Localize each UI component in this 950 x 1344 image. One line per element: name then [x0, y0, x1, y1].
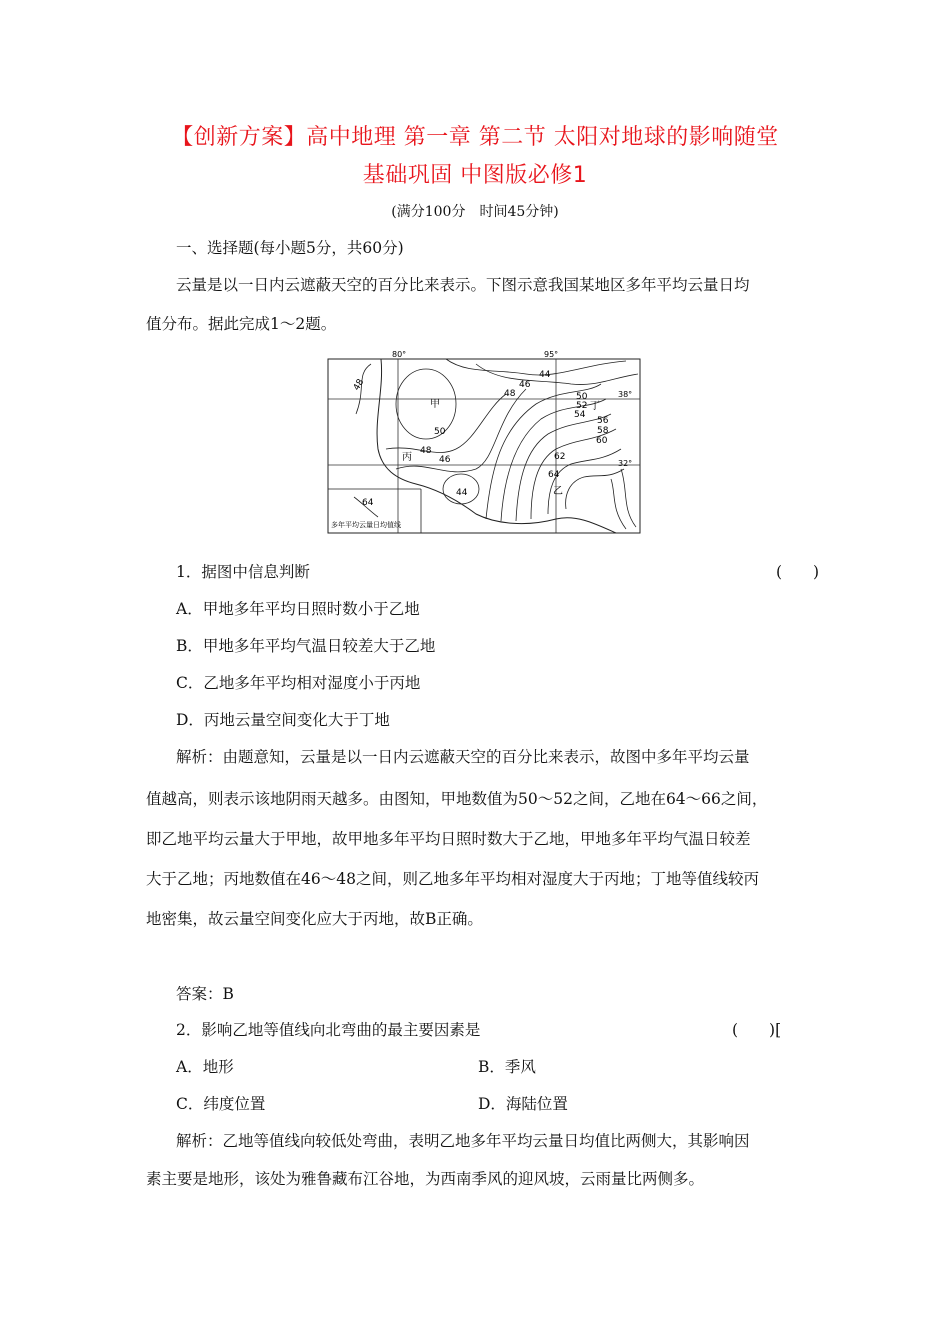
place-yi: 乙 [553, 486, 563, 497]
contour-label: 46 [519, 380, 531, 390]
q1-option-a: A．甲地多年平均日照时数小于乙地 [176, 600, 420, 618]
q1-answer-bracket: ( ) [776, 563, 820, 581]
q1-option-c: C．乙地多年平均相对湿度小于丙地 [176, 674, 421, 692]
legend-value: 64 [362, 498, 374, 508]
q2-analysis-line-1: 解析：乙地等值线向较低处弯曲，表明乙地多年平均云量日均值比两侧大，其影响因 [176, 1132, 750, 1150]
q2-option-c: C．纬度位置 [176, 1095, 266, 1113]
q2-answer-bracket: ( )[ [732, 1021, 782, 1039]
contour-label: 50 [576, 392, 588, 402]
q1-stem: 1．据图中信息判断 [176, 563, 310, 581]
contour-label: 48 [420, 446, 432, 456]
subtitle: (满分100分 时间45分钟) [391, 204, 559, 220]
place-jia: 甲 [430, 399, 440, 410]
title-line-1: 【创新方案】高中地理 第一章 第二节 太阳对地球的影响随堂 [171, 125, 779, 150]
contour-label: 64 [548, 470, 560, 480]
q1-analysis-line-2: 值越高，则表示该地阴雨天越多。由图知，甲地数值为50～52之间，乙地在64～66之间， [146, 790, 768, 808]
contour-label: 58 [597, 426, 609, 436]
q1-answer: 答案：B [176, 985, 234, 1003]
legend-text: 多年平均云量日均值线 [331, 521, 401, 529]
lon-80-label: 80° [392, 350, 407, 359]
q2-option-b: B．季风 [478, 1058, 536, 1076]
contour-label: 44 [456, 488, 468, 498]
contour-label: 60 [596, 436, 608, 446]
q2-analysis-line-2: 素主要是地形，该处为雅鲁藏布江谷地，为西南季风的迎风坡，云雨量比两侧多。 [146, 1170, 705, 1188]
contour-label: 50 [434, 427, 446, 437]
contour-label: 44 [539, 370, 551, 380]
place-ding: 丁 [590, 401, 600, 412]
q2-stem: 2．影响乙地等值线向北弯曲的最主要因素是 [176, 1021, 481, 1039]
lat-32-label: 32° [618, 459, 633, 468]
lon-95-label: 95° [544, 350, 559, 359]
contour-label: 62 [554, 452, 566, 462]
cloud-map-figure [326, 349, 642, 535]
intro-line-1: 云量是以一日内云遮蔽天空的百分比来表示。下图示意我国某地区多年平均云量日均 [176, 276, 750, 294]
contour-label: 56 [597, 416, 609, 426]
q2-option-d: D．海陆位置 [478, 1095, 568, 1113]
q2-option-a: A．地形 [176, 1058, 234, 1076]
title-line-2: 基础巩固 中图版必修1 [362, 163, 588, 188]
lat-38-label: 38° [618, 390, 633, 399]
q1-option-d: D．丙地云量空间变化大于丁地 [176, 711, 390, 729]
q1-analysis-line-5: 地密集，故云量空间变化应大于丙地，故B正确。 [146, 910, 483, 928]
q1-analysis-line-4: 大于乙地；丙地数值在46～48之间，则乙地多年平均相对湿度大于丙地；丁地等值线较丙 [146, 870, 759, 888]
section-heading: 一、选择题(每小题5分，共60分) [176, 239, 404, 257]
contour-label: 48 [351, 377, 367, 393]
place-bing: 丙 [402, 452, 412, 463]
q1-analysis-line-1: 解析：由题意知，云量是以一日内云遮蔽天空的百分比来表示，故图中多年平均云量 [176, 748, 750, 766]
q1-analysis-line-3: 即乙地平均云量大于甲地，故甲地多年平均日照时数大于乙地，甲地多年平均气温日较差 [146, 830, 751, 848]
contour-label: 52 [576, 401, 588, 411]
contour-label: 54 [574, 410, 586, 420]
contour-label: 46 [439, 455, 451, 465]
contour-label: 48 [504, 389, 516, 399]
intro-line-2: 值分布。据此完成1～2题。 [146, 315, 337, 333]
q1-option-b: B．甲地多年平均气温日较差大于乙地 [176, 637, 436, 655]
